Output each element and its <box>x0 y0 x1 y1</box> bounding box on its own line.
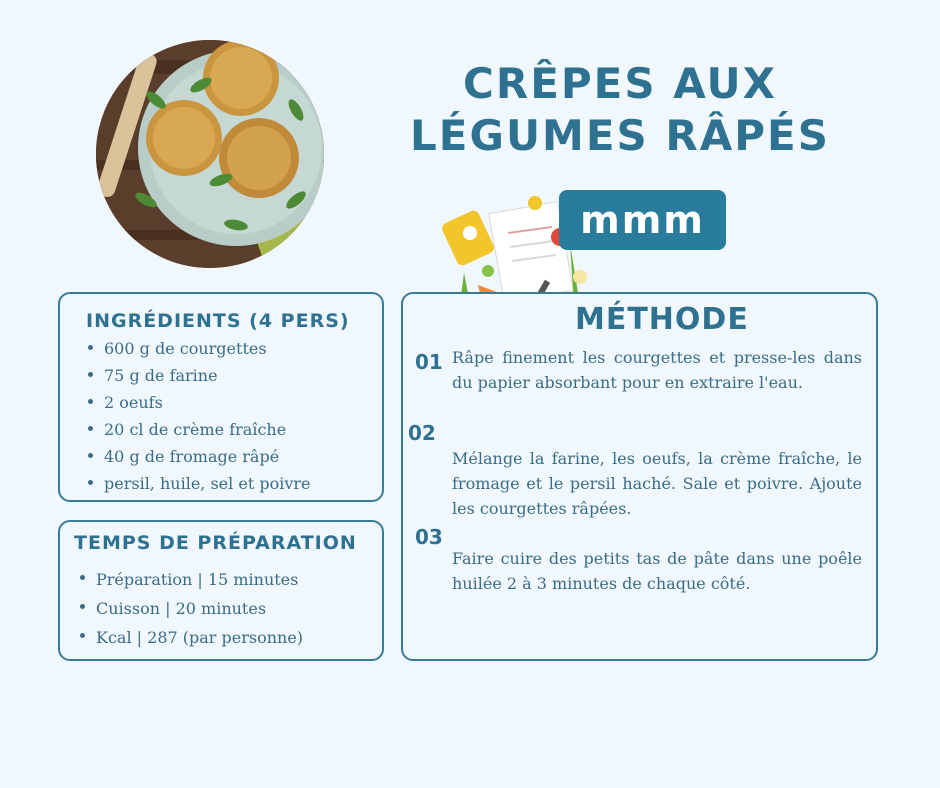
prep-time-card <box>58 520 384 661</box>
method-card <box>401 292 878 661</box>
ingredients-heading: INGRÉDIENTS (4 PERS) <box>86 310 350 332</box>
prep-time-item: Cuisson | 20 minutes <box>78 594 303 623</box>
recipe-title-line-1: CRÊPES AUX <box>463 59 777 108</box>
prep-time-list <box>78 565 303 652</box>
ingredient-item: 75 g de farine <box>86 362 310 389</box>
recipe-photo <box>96 40 324 268</box>
step-text: Mélange la farine, les oeufs, la crème fraîche, le fromage et le persil haché. Sale et poivre. Ajoute les courgettes râpées. <box>452 449 862 518</box>
mmm-badge: mmm <box>559 190 726 250</box>
ingredient-item: persil, huile, sel et poivre <box>86 470 310 497</box>
recipe-title <box>400 58 840 162</box>
method-heading: MÉTHODE <box>575 302 749 337</box>
step-number: 02 <box>408 421 436 445</box>
step-text: Faire cuire des petits tas de pâte dans une poêle huilée 2 à 3 minutes de chaque côté. <box>452 549 862 593</box>
prep-time-heading: TEMPS DE PRÉPARATION <box>74 532 357 554</box>
ingredients-card <box>58 292 384 502</box>
step-number: 03 <box>415 525 443 549</box>
recipe-title-line-2: LÉGUMES RÂPÉS <box>410 111 830 160</box>
ingredient-item: 2 oeufs <box>86 389 310 416</box>
ingredient-item: 20 cl de crème fraîche <box>86 416 310 443</box>
ingredient-item: 40 g de fromage râpé <box>86 443 310 470</box>
ingredients-list <box>86 335 310 497</box>
step-text: Râpe finement les courgettes et presse-les dans du papier absorbant pour en extraire l'eau. <box>452 348 862 392</box>
prep-time-item: Préparation | 15 minutes <box>78 565 303 594</box>
prep-time-item: Kcal | 287 (par personne) <box>78 623 303 652</box>
step-number: 01 <box>415 350 443 374</box>
ingredient-item: 600 g de courgettes <box>86 335 310 362</box>
